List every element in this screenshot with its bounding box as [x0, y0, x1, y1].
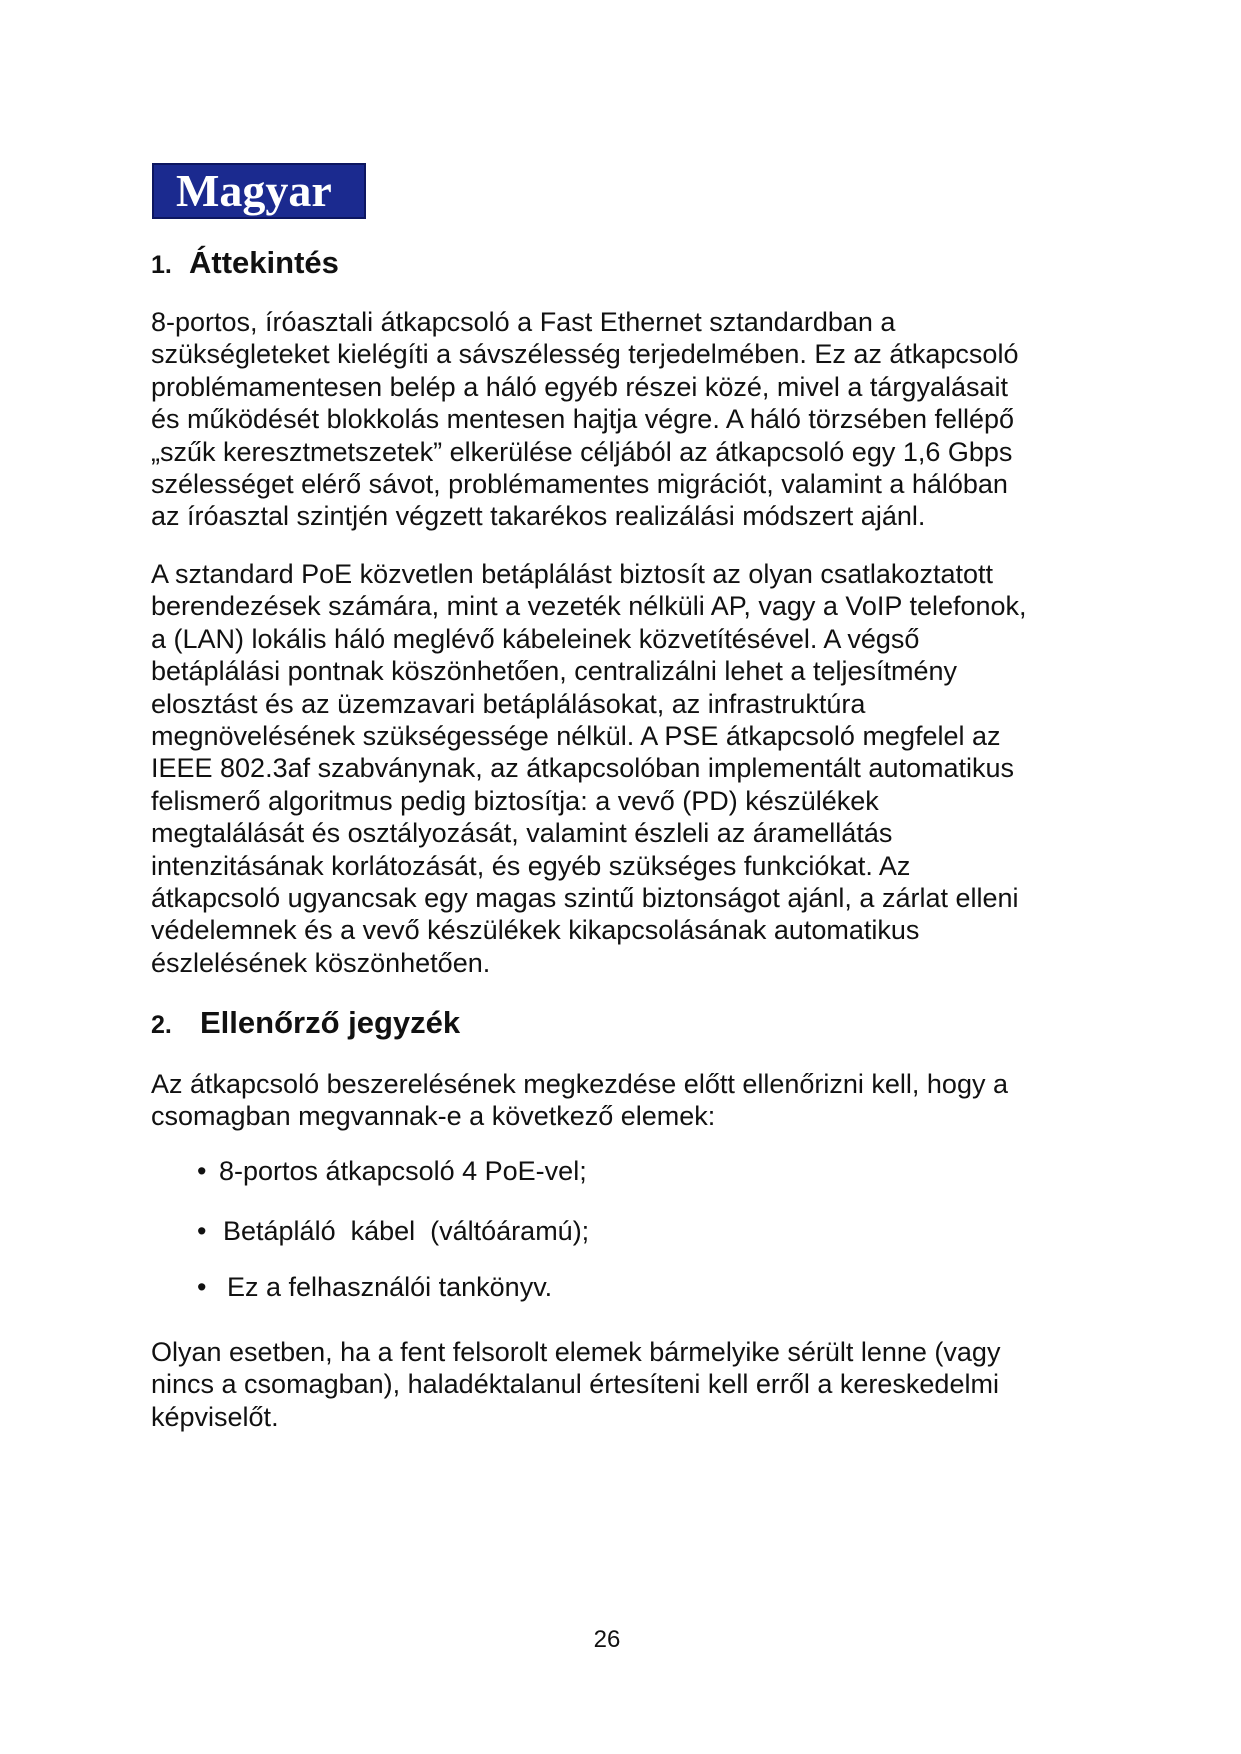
text-line: felismerő algoritmus pedig biztosítja: a vevő (PD) készülékek	[151, 785, 879, 816]
text-line: intenzitásának korlátozását, és egyéb szükséges funkciókat. Az	[151, 850, 911, 881]
text-line: „szűk keresztmetszetek” elkerülése céljából az átkapcsoló egy 1,6 Gbps	[151, 436, 1013, 467]
language-badge: Magyar	[152, 163, 366, 219]
package-contents-list	[197, 1155, 589, 1303]
text-line: problémamentesen belép a háló egyéb részei közé, mivel a tárgyalásait	[151, 371, 1008, 402]
section-title: Áttekintés	[189, 245, 339, 280]
list-item-text: Ez a felhasználói tankönyv.	[227, 1272, 553, 1302]
overview-paragraph-1	[151, 306, 1101, 533]
list-item-text: 8-portos átkapcsoló 4 PoE-vel;	[219, 1156, 587, 1186]
text-line: nincs a csomagban), haladéktalanul értesíteni kell erről a kereskedelmi	[151, 1369, 999, 1400]
text-line: Olyan esetben, ha a fent felsorolt elemek bármelyike sérült lenne (vagy	[151, 1337, 1001, 1367]
text-line: átkapcsoló ugyancsak egy magas szintű biztonságot ajánl, a zárlat elleni	[151, 883, 1019, 914]
text-line: és működését blokkolás mentesen hajtja végre. A háló törzsében fellépő	[151, 404, 1015, 435]
list-item-text: Betápláló kábel (váltóáramú);	[223, 1216, 590, 1246]
bullet-icon: •	[197, 1156, 207, 1186]
text-line: szélességet elérő sávot, problémamentes migrációt, valamint a hálóban	[151, 469, 1008, 500]
page-number: 26	[593, 1626, 621, 1653]
list-item	[197, 1215, 589, 1247]
text-line: megnövelésének szükségessége nélkül. A PSE átkapcsoló megfelel az	[151, 721, 1001, 752]
text-line: betáplálási pontnak köszönhetően, centralizálni lehet a teljesítmény	[151, 656, 958, 687]
text-line: 8-portos, íróasztali átkapcsoló a Fast Ethernet sztandardban a	[151, 307, 896, 337]
section-number: 1.	[151, 251, 172, 279]
text-line: az íróasztal szintjén végzett takarékos realizálási módszert ajánl.	[151, 501, 926, 532]
bullet-icon: •	[197, 1216, 207, 1246]
text-line: a (LAN) lokális háló meglévő kábeleinek közvetítésével. A végső	[151, 623, 920, 654]
text-line: csomagban megvannak-e a következő elemek:	[151, 1101, 716, 1132]
section-heading-overview	[151, 245, 339, 283]
list-item	[197, 1155, 589, 1187]
text-line: berendezések számára, mint a vezeték nélküli AP, vagy a VoIP telefonok,	[151, 591, 1027, 622]
text-line: szükségleteket kielégíti a sávszélesség terjedelmében. Ez az átkapcsoló	[151, 339, 1019, 370]
text-line: elosztást és az üzemzavari betáplálásokat, az infrastruktúra	[151, 688, 866, 719]
section-heading-checklist	[151, 1005, 460, 1043]
checklist-closing	[151, 1336, 1101, 1433]
overview-paragraph-2	[151, 558, 1101, 979]
text-line: képviselőt.	[151, 1401, 279, 1432]
text-line: A sztandard PoE közvetlen betáplálást biztosít az olyan csatlakoztatott	[151, 559, 993, 589]
text-line: észlelésének köszönhetően.	[151, 947, 491, 978]
text-line: IEEE 802.3af szabványnak, az átkapcsolóban implementált automatikus	[151, 753, 1014, 784]
text-line: megtalálását és osztályozását, valamint észleli az áramellátás	[151, 818, 893, 849]
checklist-intro	[151, 1068, 1101, 1133]
text-line: Az átkapcsoló beszerelésének megkezdése előtt ellenőrizni kell, hogy a	[151, 1069, 1008, 1099]
section-title: Ellenőrző jegyzék	[200, 1005, 461, 1040]
text-line: védelemnek és a vevő készülékek kikapcsolásának automatikus	[151, 915, 920, 946]
bullet-icon: •	[197, 1272, 207, 1302]
section-number: 2.	[151, 1011, 172, 1039]
list-item	[197, 1271, 589, 1303]
